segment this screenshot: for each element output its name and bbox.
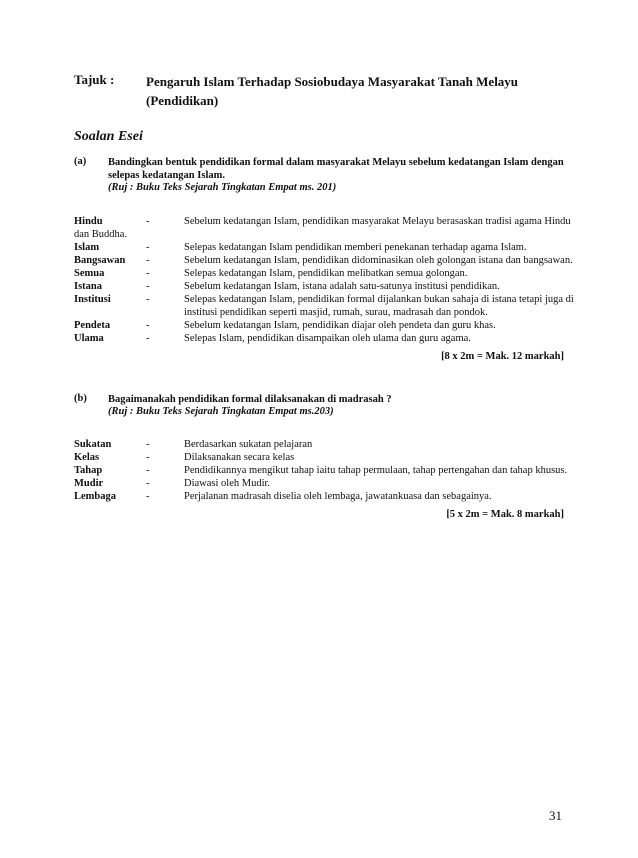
answer-term: Lembaga <box>74 491 116 502</box>
question-a-text: Bandingkan bentuk pendidikan formal dalam masyarakat Melayu sebelum kedatangan Islam dengan selepas kedatangan Islam. <box>108 157 564 181</box>
question-a-marks: [8 x 2m = Mak. 12 markah] <box>441 351 564 362</box>
answer-term: Hindu <box>74 216 103 227</box>
answer-description: Diawasi oleh Mudir. <box>184 478 271 489</box>
answer-term: Ulama <box>74 333 104 344</box>
question-b-text: Bagaimanakah pendidikan formal dilaksanakan di madrasah ? <box>108 394 392 405</box>
answer-dash: - <box>146 268 150 279</box>
answer-dash: - <box>146 478 150 489</box>
answer-continuation: dan Buddha. <box>74 229 128 240</box>
title-line-2: (Pendidikan) <box>146 93 219 108</box>
answer-dash: - <box>146 491 150 502</box>
answer-term: Pendeta <box>74 320 111 331</box>
answer-dash: - <box>146 216 150 227</box>
answer-description: Sebelum kedatangan Islam, pendidikan masyarakat Melayu berasaskan tradisi agama Hindu <box>184 216 571 227</box>
question-b-number: (b) <box>74 393 87 404</box>
section-heading: Soalan Esei <box>74 129 143 144</box>
answer-term: Semua <box>74 268 105 279</box>
answer-term: Bangsawan <box>74 255 126 266</box>
question-a-number: (a) <box>74 156 87 167</box>
answer-dash: - <box>146 333 150 344</box>
answer-term: Institusi <box>74 294 111 305</box>
answer-dash: - <box>146 294 150 305</box>
answer-dash: - <box>146 439 150 450</box>
answer-description: Selepas kedatangan Islam, pendidikan melibatkan semua golongan. <box>184 268 468 279</box>
answer-term: Islam <box>74 242 100 253</box>
answer-term: Mudir <box>74 478 104 489</box>
question-a-reference: (Ruj : Buku Teks Sejarah Tingkatan Empat ms. 201) <box>108 182 337 193</box>
title-label: Tajuk : <box>74 72 115 87</box>
answer-description: Selepas kedatangan Islam, pendidikan formal dijalankan bukan sahaja di istana tetapi juga di institusi pendidikan seperti masjid, rumah, surau, madrasah dan pondok. <box>184 294 574 318</box>
answer-description: Pendidikannya mengikut tahap iaitu tahap permulaan, tahap pertengahan dan tahap khusus. <box>184 465 568 476</box>
answer-dash: - <box>146 242 150 253</box>
question-b-reference: (Ruj : Buku Teks Sejarah Tingkatan Empat ms.203) <box>108 406 334 417</box>
answer-description: Selepas kedatangan Islam pendidikan memberi penekanan terhadap agama Islam. <box>184 242 527 253</box>
answer-term: Tahap <box>74 465 103 476</box>
answer-description: Sebelum kedatangan Islam, pendidikan diajar oleh pendeta dan guru khas. <box>184 320 496 331</box>
title-line-1: Pengaruh Islam Terhadap Sosiobudaya Masyarakat Tanah Melayu <box>146 74 519 89</box>
answer-dash: - <box>146 320 150 331</box>
answer-description: Berdasarkan sukatan pelajaran <box>184 439 313 450</box>
answer-description: Perjalanan madrasah diselia oleh lembaga, jawatankuasa dan sebagainya. <box>184 491 492 502</box>
question-b-marks: [5 x 2m = Mak. 8 markah] <box>446 509 564 520</box>
answer-dash: - <box>146 452 150 463</box>
answer-term: Sukatan <box>74 439 112 450</box>
answer-dash: - <box>146 255 150 266</box>
answer-description: Sebelum kedatangan Islam, istana adalah satu-satunya institusi pendidikan. <box>184 281 500 292</box>
answer-description: Selepas Islam, pendidikan disampaikan oleh ulama dan guru agama. <box>184 333 471 344</box>
answer-dash: - <box>146 281 150 292</box>
answer-term: Istana <box>74 281 103 292</box>
answer-description: Dilaksanakan secara kelas <box>184 452 295 463</box>
page-number: 31 <box>549 808 562 823</box>
answer-term: Kelas <box>74 452 100 463</box>
page-title <box>146 72 518 110</box>
answer-description: Sebelum kedatangan Islam, pendidikan didominasikan oleh golongan istana dan bangsawan. <box>184 255 573 266</box>
answer-dash: - <box>146 465 150 476</box>
